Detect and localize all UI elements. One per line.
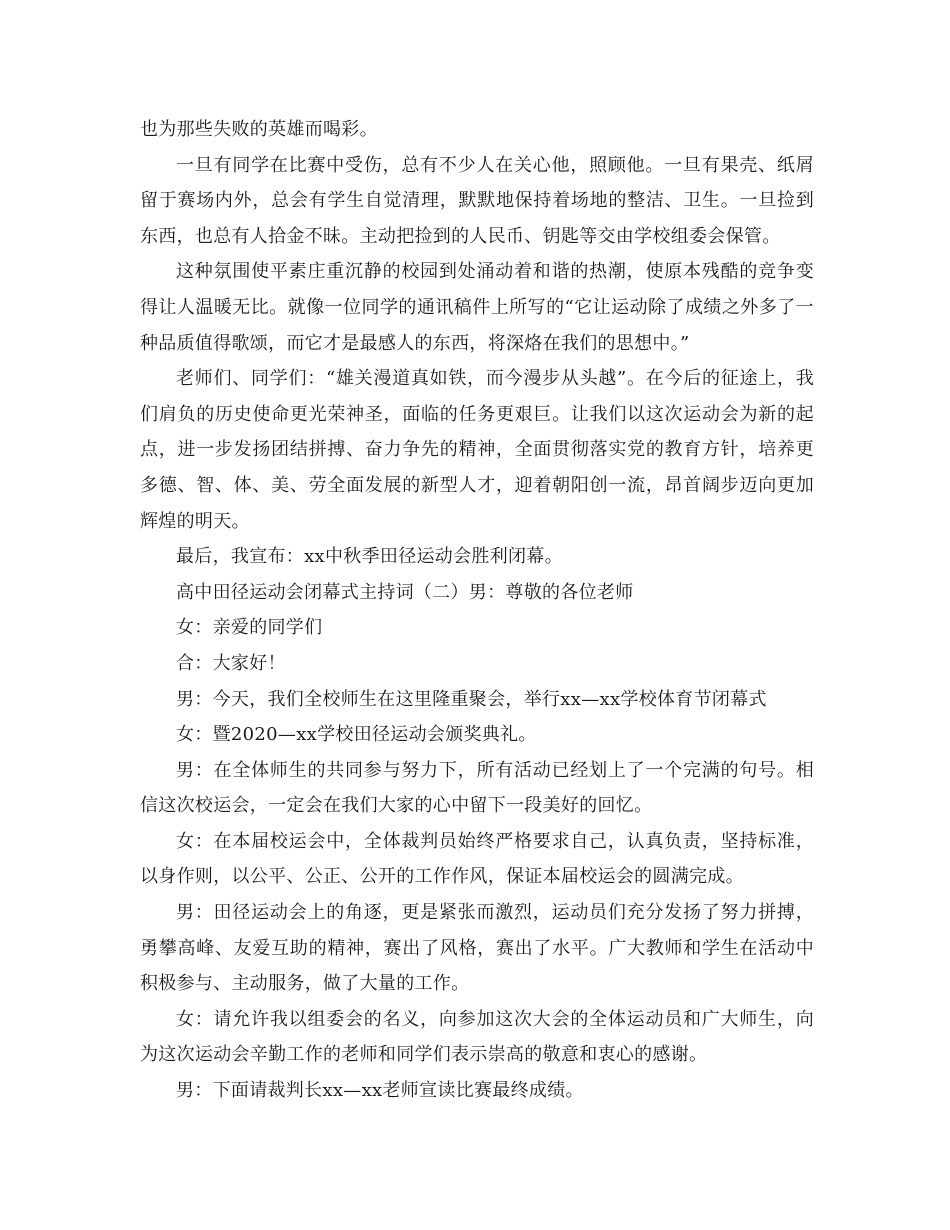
paragraph: 老师们、同学们：“雄关漫道真如铁，而今漫步从头越”。在今后的征途上，我们肩负的历史使命更光荣神圣，面临的任务更艰巨。让我们以这次运动会为新的起点，进一步发扬团结拼搏、奋力争先的精神，全面贯彻落实党的教育方针，培养更多德、智、体、美、劳全面发展的新型人才，迎着朝阳创一流，昂首阔步迈向更加辉煌的明天。 (140, 368, 814, 532)
paragraph: 最后，我宣布：xx中秋季田径运动会胜利闭幕。 (176, 546, 563, 568)
dialogue-line: 男：田径运动会上的角逐，更是紧张而激烈，运动员们充分发扬了努力拼搏，勇攀高峰、友爱互助的精神，赛出了风格，赛出了水平。广大教师和学生在活动中积极参与、主动服务，做了大量的工作。 (140, 902, 814, 995)
document-body (140, 112, 814, 1109)
paragraph-continuation: 也为那些失败的英雄而喝彩。 (140, 119, 378, 140)
dialogue-line: 男：今天，我们全校师生在这里隆重聚会，举行xx—xx学校体育节闭幕式 (176, 688, 767, 710)
dialogue-line: 女：亲爱的同学们 (176, 617, 323, 639)
dialogue-line: 男：下面请裁判长xx—xx老师宣读比赛最终成绩。 (176, 1080, 584, 1102)
dialogue-line: 合：大家好！ (176, 652, 286, 674)
dialogue-line: 男：在全体师生的共同参与努力下，所有活动已经划上了一个完满的句号。相信这次校运会，一定会在我们大家的心中留下一段美好的回忆。 (140, 759, 814, 817)
paragraph: 一旦有同学在比赛中受伤，总有不少人在关心他，照顾他。一旦有果壳、纸屑留于赛场内外，总会有学生自觉清理，默默地保持着场地的整洁、卫生。一旦捡到东西，也总有人拾金不昧。主动把捡到的人民币、钥匙等交由学校组委会保管。 (140, 154, 814, 247)
dialogue-line: 女：请允许我以组委会的名义，向参加这次大会的全体运动员和广大师生，向为这次运动会辛勤工作的老师和同学们表示崇高的敬意和衷心的感谢。 (140, 1008, 814, 1066)
dialogue-line: 女：在本届校运会中，全体裁判员始终严格要求自己，认真负责，坚持标准，以身作则，以公平、公正、公开的工作作风，保证本届校运会的圆满完成。 (140, 830, 814, 888)
paragraph: 这种氛围使平素庄重沉静的校园到处涌动着和谐的热潮，使原本残酷的竞争变得让人温暖无比。就像一位同学的通讯稿件上所写的“它让运动除了成绩之外多了一种品质值得歌颂，而它才是最感人的东西，将深烙在我们的思想中。” (140, 261, 814, 354)
dialogue-line: 女：暨2020—xx学校田径运动会颁奖典礼。 (176, 724, 537, 746)
section-heading: 高中田径运动会闭幕式主持词（二）男：尊敬的各位老师 (176, 581, 634, 603)
